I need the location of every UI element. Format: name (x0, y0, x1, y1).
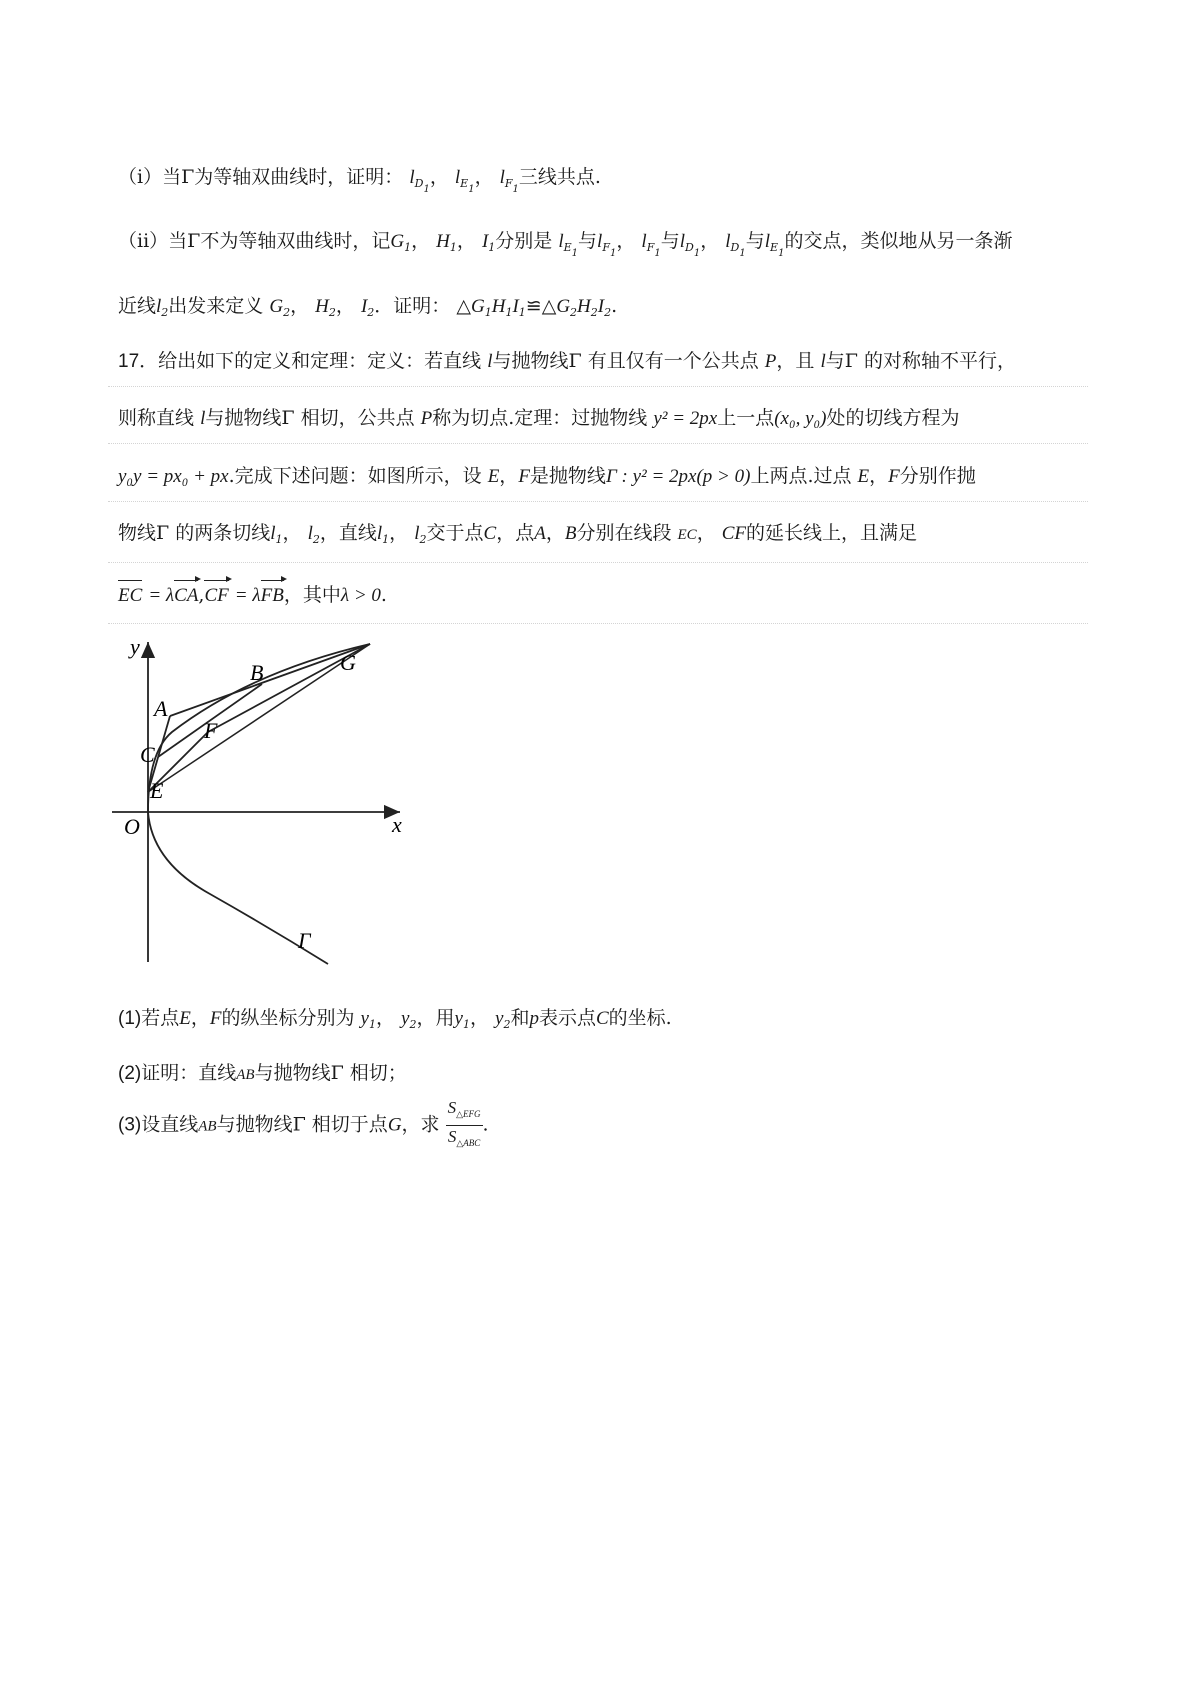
label-g: G (340, 650, 356, 675)
sub-question-2: (2)证明：直线AB与抛物线Γ 相切； (118, 1062, 407, 1084)
label-e: E (150, 778, 164, 803)
dotted-rule (108, 443, 1088, 444)
dotted-rule (108, 386, 1088, 387)
sub-question-1: (1)若点E，F的纵坐标分别为 $y_1$， $y_2$，用$y_1$， $y_2$和p表示点C的坐标. (118, 1007, 672, 1031)
label-c: C (140, 742, 155, 767)
area-ratio-fraction: $\frac{S_{\triangle EFG}}{S_{\triangle ABC}}$ (447, 1098, 481, 1148)
dotted-rule (108, 562, 1088, 563)
label-f: F (204, 718, 218, 743)
q17-line-2: 则称直线 l与抛物线Γ 相切，公共点 P称为切点.定理：过抛物线 y² = 2px上一点(x₀, y₀)处的切线方程为 (118, 407, 960, 429)
q17-line-1: 17．给出如下的定义和定理：定义：若直线 l与抛物线Γ 有且仅有一个公共点 P，且 l与Γ 的对称轴不平行， (118, 350, 1016, 372)
label-o: O (124, 814, 140, 839)
q17-line-3: y₀y = px₀ + px.完成下述问题：如图所示，设 E，F是抛物线Γ : y² = 2px(p > 0)上两点.过点 E，F分别作抛 (118, 465, 976, 487)
question-number: 17 (118, 351, 140, 372)
q17-line-5: EC = λCA,CF = λFB，其中λ > 0. (118, 582, 387, 609)
part-ii-line-2: 近线$l_2$出发来定义 $G_2$， $H_2$， $I_2$．证明： $\triangle G_1H_1I_1≌\triangle G_2H_2I_2$. (118, 295, 618, 319)
vector-ca: CA (174, 583, 198, 609)
part-i-line: （i）当Γ为等轴双曲线时，证明： $l_{D1}$， $l_{E1}$， $l_{F1}$三线共点. (118, 166, 601, 195)
point-coordinates: (x₀, y₀) (774, 408, 827, 429)
vector-ec: EC (118, 583, 142, 609)
vector-fb: FB (261, 583, 284, 609)
tangent-equation: y₀y = px₀ + px (118, 466, 229, 487)
label-b: B (250, 660, 264, 685)
dotted-rule (108, 501, 1088, 502)
label-a: A (154, 696, 168, 721)
parabola-figure (100, 632, 420, 972)
parabola-equation: y² = 2px (653, 408, 718, 429)
vector-cf: CF (204, 583, 228, 609)
gamma-equation: Γ : y² = 2px(p > 0) (605, 466, 751, 487)
label-gamma: Γ (298, 928, 311, 953)
label-y: y (130, 634, 140, 659)
q17-line-4: 物线Γ 的两条切线$l_1$， $l_2$，直线$l_1$， $l_2$交于点C，点A，B分别在线段 EC， CF的延长线上，且满足 (118, 522, 918, 546)
label-x: x (392, 812, 402, 837)
dotted-rule (108, 623, 1088, 624)
sub-question-3: (3)设直线AB与抛物线Γ 相切于点G，求 $\frac{S_{\triangle EFG}}{S_{\triangle ABC}}$ . (118, 1098, 489, 1153)
part-ii-line-1: （ii）当Γ不为等轴双曲线时，记$G_1$， $H_1$， $I_1$分别是 $l_{E1}$与$l_{F1}$， $l_{F1}$与$l_{D1}$， $l_{D1}$与$l_{E1}$的交点，类似地从另一条渐 (118, 230, 1013, 259)
